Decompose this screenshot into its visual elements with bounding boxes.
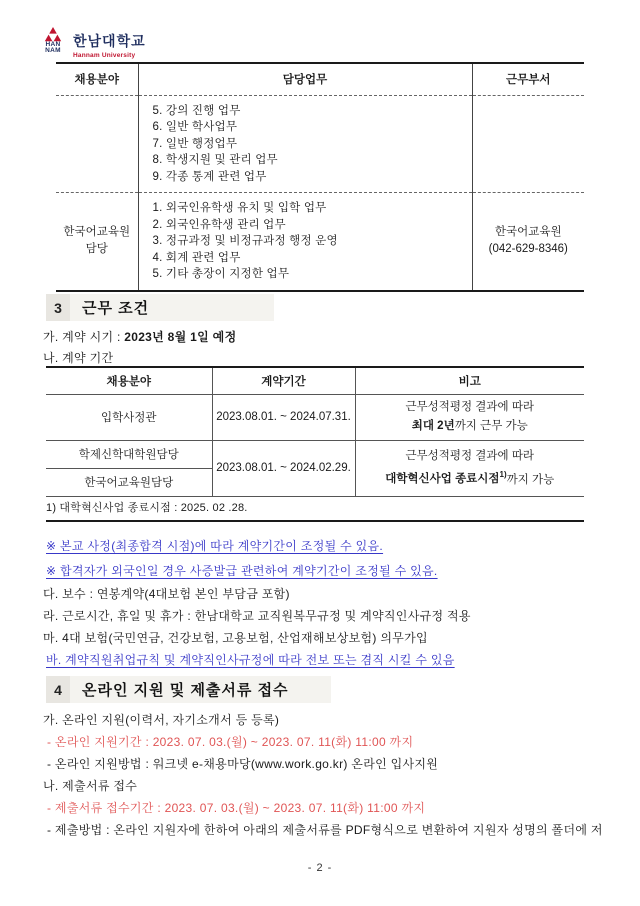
section3-header xyxy=(46,294,274,321)
contract-header-period: 계약기간 xyxy=(212,367,355,394)
note-bold: 대학혁신사업 종료시점$^{1)}$ xyxy=(385,470,507,486)
contract-period-label: 나. 계약 기간 xyxy=(43,351,114,365)
contract-period-cell-merged: 2023.08.01. ~ 2024.02.29. xyxy=(212,440,355,496)
note-bold: 최대 2년 xyxy=(411,420,455,432)
duty-field-cell xyxy=(56,193,138,291)
university-logo xyxy=(40,27,146,59)
apply-period-line: - 온라인 지원기간 : 2023. 07. 03.(월) ~ 2023. 07. 11(화) 11:00 까지 xyxy=(47,735,414,749)
notice-contract-adjust: ※ 본교 사정(최종합격 시점)에 따라 계약기간이 조정될 수 있음. xyxy=(46,539,384,553)
contract-field-cell: 한국어교육원담당 xyxy=(46,468,212,496)
contract-row-graduate-school xyxy=(46,440,584,468)
footnote-marker: 1) xyxy=(499,470,507,480)
duty-item: 5. 기타 총장이 지정한 업무 xyxy=(152,268,290,280)
note-rest: 까지 근무 가능 xyxy=(454,420,528,432)
page-number: - 2 - xyxy=(307,862,333,874)
triangle-mark-icon xyxy=(41,27,65,42)
duty-field-line: 한국어교육원 xyxy=(63,226,131,239)
apply-method-line: - 온라인 지원방법 : 워크넷 e-채용마당(www.work.go.kr) 온라인 입사지원 xyxy=(47,757,439,771)
contract-start-line xyxy=(43,330,640,345)
duty-table-row-korean-language-center xyxy=(56,193,584,291)
contract-header-field: 채용분야 xyxy=(46,367,212,394)
submit-method-line: - 제출방법 : 온라인 지원자에 한하여 아래의 제출서류를 PDF형식으로 변환하여 지원자 성명의 폴더에 저 xyxy=(47,823,603,837)
contract-start-label: 가. 계약 시기 : xyxy=(43,330,125,344)
contract-note-cell xyxy=(355,394,584,440)
note-line: 근무성적평정 결과에 따라 xyxy=(405,449,535,462)
contract-start-date: 2023년 8월 1일 예정 xyxy=(124,330,237,344)
submit-period-line: - 제출서류 접수기간 : 2023. 07. 03.(월) ~ 2023. 07. 11(화) 11:00 까지 xyxy=(47,801,426,815)
duty-field-line: 담당 xyxy=(85,243,108,256)
duty-item: 2. 외국인유학생 관리 업무 xyxy=(152,218,286,231)
contract-table-footnote: 1) 대학혁신사업 종료시점 : 2025. 02 .28. xyxy=(46,494,584,522)
university-name-korean: 한남대학교 xyxy=(73,33,146,49)
note-rest: 까지 가능 xyxy=(506,473,555,486)
duty-item: 1. 외국인유학생 유치 및 입학 업무 xyxy=(152,202,327,214)
duty-item: 8. 학생지원 및 관리 업무 xyxy=(152,154,278,166)
university-logo-text xyxy=(73,27,146,59)
duty-table-header-department: 근무부서 xyxy=(472,63,584,95)
section3-title: 근무 조건 xyxy=(82,300,150,317)
contract-table xyxy=(46,366,584,497)
duty-table-row-continued xyxy=(56,95,584,193)
note-line xyxy=(356,466,585,490)
duty-item: 9. 각종 통계 관련 업무 xyxy=(152,170,267,183)
transfer-line: 바. 계약직원취업규칙 및 계약직인사규정에 따라 전보 또는 겸직 시킬 수 있음 xyxy=(46,653,455,667)
salary-line: 다. 보수 : 연봉계약(4대보험 본인 부담금 포함) xyxy=(43,587,290,601)
duty-department-cell xyxy=(472,95,584,193)
logo-acronym-bottom: NAM xyxy=(45,47,61,54)
section3-number: 3 xyxy=(46,294,70,321)
duty-item: 3. 정규과정 및 비정규과정 행정 운영 xyxy=(152,235,338,247)
contract-note-cell-merged xyxy=(355,440,584,496)
insurance-line: 마. 4대 보험(국민연금, 건강보험, 고용보험, 산업재해보상보험) 의무가입 xyxy=(43,631,428,645)
online-apply-line: 가. 온라인 지원(이력서, 자기소개서 등 등록) xyxy=(43,713,280,727)
duty-list-cell xyxy=(138,193,472,291)
duty-table-header-duties: 담당업무 xyxy=(138,63,472,95)
section4-number: 4 xyxy=(46,676,70,703)
duty-list-cell xyxy=(138,95,472,193)
duty-item: 7. 일반 행정업무 xyxy=(152,137,238,150)
duty-item: 6. 일반 학사업무 xyxy=(152,121,238,133)
document-submit-line: 나. 제출서류 접수 xyxy=(43,779,138,793)
contract-table-header-row xyxy=(46,367,584,394)
department-name: 한국어교육원 xyxy=(494,226,562,239)
duty-table-header-row xyxy=(56,63,584,95)
duty-table-header-field: 채용분야 xyxy=(56,63,138,95)
contract-header-note: 비고 xyxy=(355,367,584,394)
duty-item: 5. 강의 진행 업무 xyxy=(152,104,241,117)
notice-visa-adjust: ※ 합격자가 외국인일 경우 사증발급 관련하여 계약기간이 조정될 수 있음. xyxy=(46,564,438,578)
worktime-line: 라. 근로시간, 휴일 및 휴가 : 한남대학교 교직원복무규정 및 계약직인사규정 적용 xyxy=(43,609,471,623)
university-logo-mark-icon xyxy=(40,27,66,54)
university-name-english: Hannam University xyxy=(73,52,136,59)
contract-period-cell: 2023.08.01. ~ 2024.07.31. xyxy=(212,394,355,440)
contract-field-cell: 입학사정관 xyxy=(46,394,212,440)
duty-item: 4. 회계 관련 업무 xyxy=(152,251,241,264)
logo-acronym-top: HAN xyxy=(45,41,61,48)
department-phone: (042-629-8346) xyxy=(488,243,568,256)
duty-field-cell xyxy=(56,95,138,193)
section4-title: 온라인 지원 및 제출서류 접수 xyxy=(82,682,289,699)
section4-header xyxy=(46,676,331,703)
logo-acronym xyxy=(45,42,61,54)
note-line xyxy=(356,417,585,436)
note-line: 근무성적평정 결과에 따라 xyxy=(405,401,535,413)
contract-field-cell: 학제신학대학원담당 xyxy=(46,440,212,468)
duty-table xyxy=(56,62,584,292)
duty-department-cell xyxy=(472,193,584,291)
contract-row-admissions-officer xyxy=(46,394,584,440)
